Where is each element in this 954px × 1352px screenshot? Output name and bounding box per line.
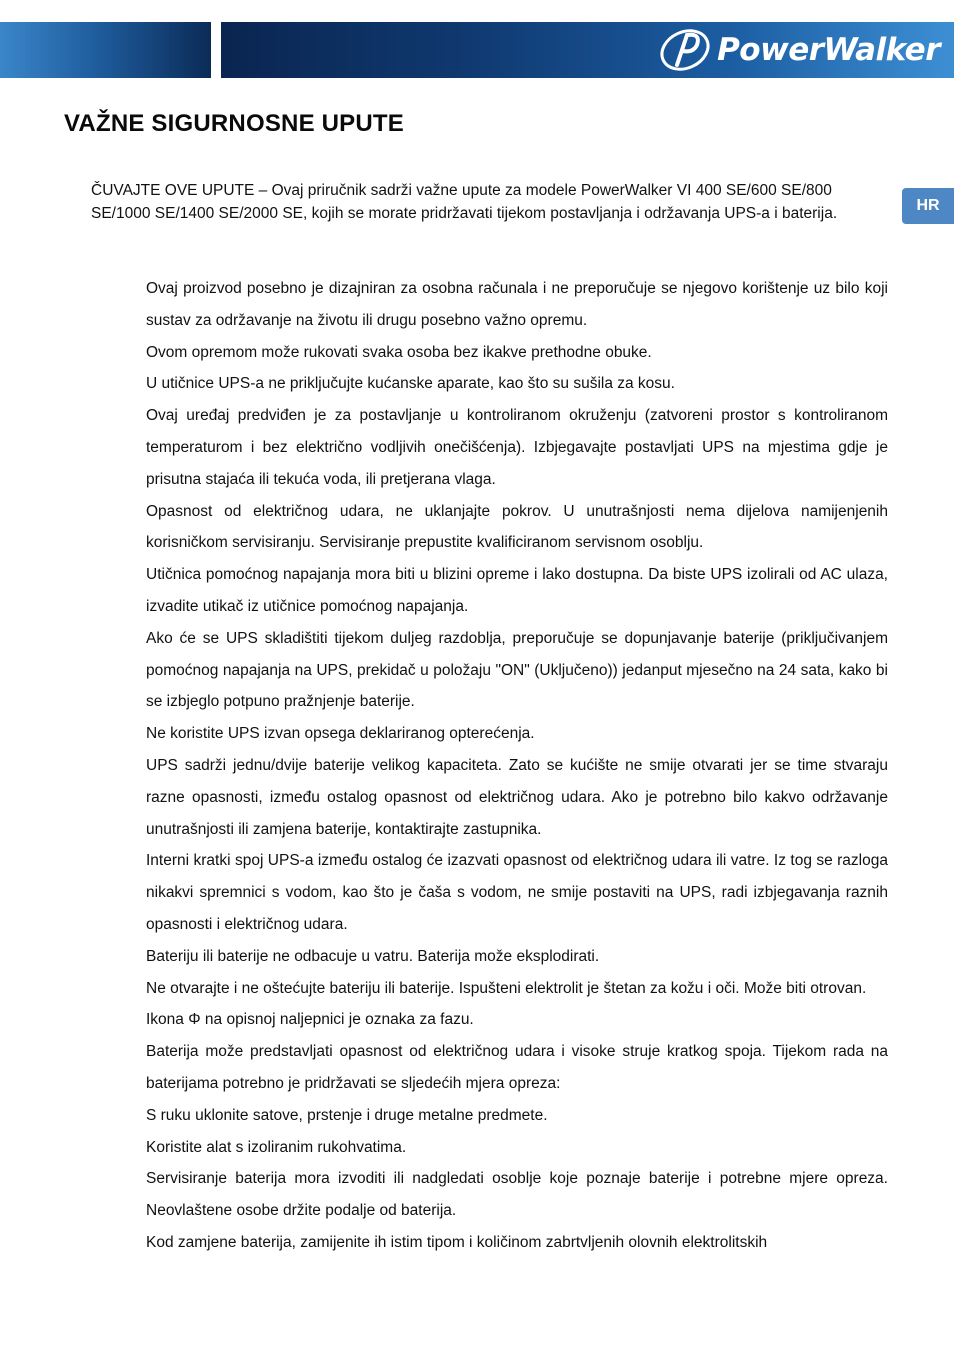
- instruction-item: Ako će se UPS skladištiti tijekom duljeg razdoblja, preporučuje se dopunjavanje baterije (priključivanjem pomoćnog napajanja na UPS, prekidač u položaju "ON" (Uključeno)) jedanput mjesečno na 24 sata, kako bi se izbjeglo potpuno pražnjenje baterije.: [146, 629, 888, 711]
- instruction-item: Opasnost od električnog udara, ne uklanjajte pokrov. U unutrašnjosti nema dijelova namijenjenih korisničkom servisiranju. Servisiranje prepustite kvalificiranom servisnom osoblju.: [146, 502, 888, 552]
- instruction-item: Ovaj uređaj predviđen je za postavljanje u kontroliranom okruženju (zatvoreni prostor s kontroliranom temperaturom i bez električno vodljivih onečišćenja). Izbjegavajte postavljati UPS na mjestima gdje je prisutna stajaća ili tekuća voda, ili pretjerana vlaga.: [146, 407, 888, 488]
- powerwalker-logo: [657, 26, 940, 74]
- instruction-item: Ne otvarajte i ne oštećujte bateriju ili baterije. Ispušteni elektrolit je štetan za kožu i oči. Može biti otrovan.: [146, 979, 867, 997]
- instruction-item: Koristite alat s izoliranim rukohvatima.: [146, 1138, 407, 1156]
- page-title: VAŽNE SIGURNOSNE UPUTE: [64, 110, 404, 137]
- instruction-item: Bateriju ili baterije ne odbacuje u vatru. Baterija može eksplodirati.: [146, 947, 600, 965]
- instruction-item: Baterija može predstavljati opasnost od električnog udara i visoke struje kratkog spoja. Tijekom rada na baterijama potrebno je pridržavati se sljedećih mjera opreza:: [146, 1043, 888, 1092]
- instruction-item: Ne koristite UPS izvan opsega deklariranog opterećenja.: [146, 725, 535, 743]
- instruction-item: S ruku uklonite satove, prstenje i druge metalne predmete.: [146, 1106, 548, 1124]
- header-right-bar: [221, 22, 954, 78]
- instruction-item: UPS sadrži jednu/dvije baterije velikog kapaciteta. Zato se kućište ne smije otvarati jer se time stvaraju razne opasnosti, između ostalog opasnost od električnog udara. Ako je potrebno bilo kakvo održavanje unutrašnjosti ili zamjena baterije, kontaktirajte zastupnika.: [146, 756, 888, 838]
- instruction-item: Servisiranje baterija mora izvoditi ili nadgledati osoblje koje poznaje baterije i potrebne mjere opreza. Neovlaštene osobe držite podalje od baterija.: [146, 1170, 888, 1220]
- intro-paragraph: ČUVAJTE OVE UPUTE – Ovaj priručnik sadrži važne upute za modele PowerWalker VI 400 SE/600 SE/800 SE/1000 SE/1400 SE/2000 SE, kojih se morate pridržavati tijekom postavljanja i održavanja UPS-a i baterija.: [91, 182, 838, 222]
- instruction-item: Utičnica pomoćnog napajanja mora biti u blizini opreme i lako dostupna. Da biste UPS izolirali od AC ulaza, izvadite utikač iz utičnice pomoćnog napajanja.: [146, 566, 888, 615]
- header-left-bar: [0, 22, 211, 78]
- instruction-item: U utičnice UPS-a ne priključujte kućanske aparate, kao što su sušila za kosu.: [146, 375, 675, 393]
- powerwalker-emblem-icon: [657, 27, 713, 73]
- instruction-item: Kod zamjene baterija, zamijenite ih istim tipom i količinom zabrtvljenih olovnih elektrolitskih: [146, 1233, 768, 1251]
- language-tab[interactable]: HR: [902, 188, 954, 224]
- header-band: [0, 22, 954, 78]
- instruction-item: Ovom opremom može rukovati svaka osoba bez ikakve prethodne obuke.: [146, 343, 652, 361]
- instruction-item: Ikona Φ na opisnoj naljepnici je oznaka za fazu.: [146, 1011, 474, 1029]
- instruction-item: Interni kratki spoj UPS-a između ostalog će izazvati opasnost od električnog udara ili vatre. Iz tog se razloga nikakvi spremnici s vodom, kao što je čaša s vodom, ne smije postaviti na UPS, radi izbjegavanja raznih opasnosti i električnog udara.: [146, 852, 888, 933]
- safety-instructions-list: [146, 273, 888, 1259]
- logo-text: PowerWalker: [717, 32, 940, 68]
- instruction-item: Ovaj proizvod posebno je dizajniran za osobna računala i ne preporučuje se njegovo korištenje uz bilo koji sustav za održavanje na životu ili drugu posebno važno opremu.: [146, 280, 888, 329]
